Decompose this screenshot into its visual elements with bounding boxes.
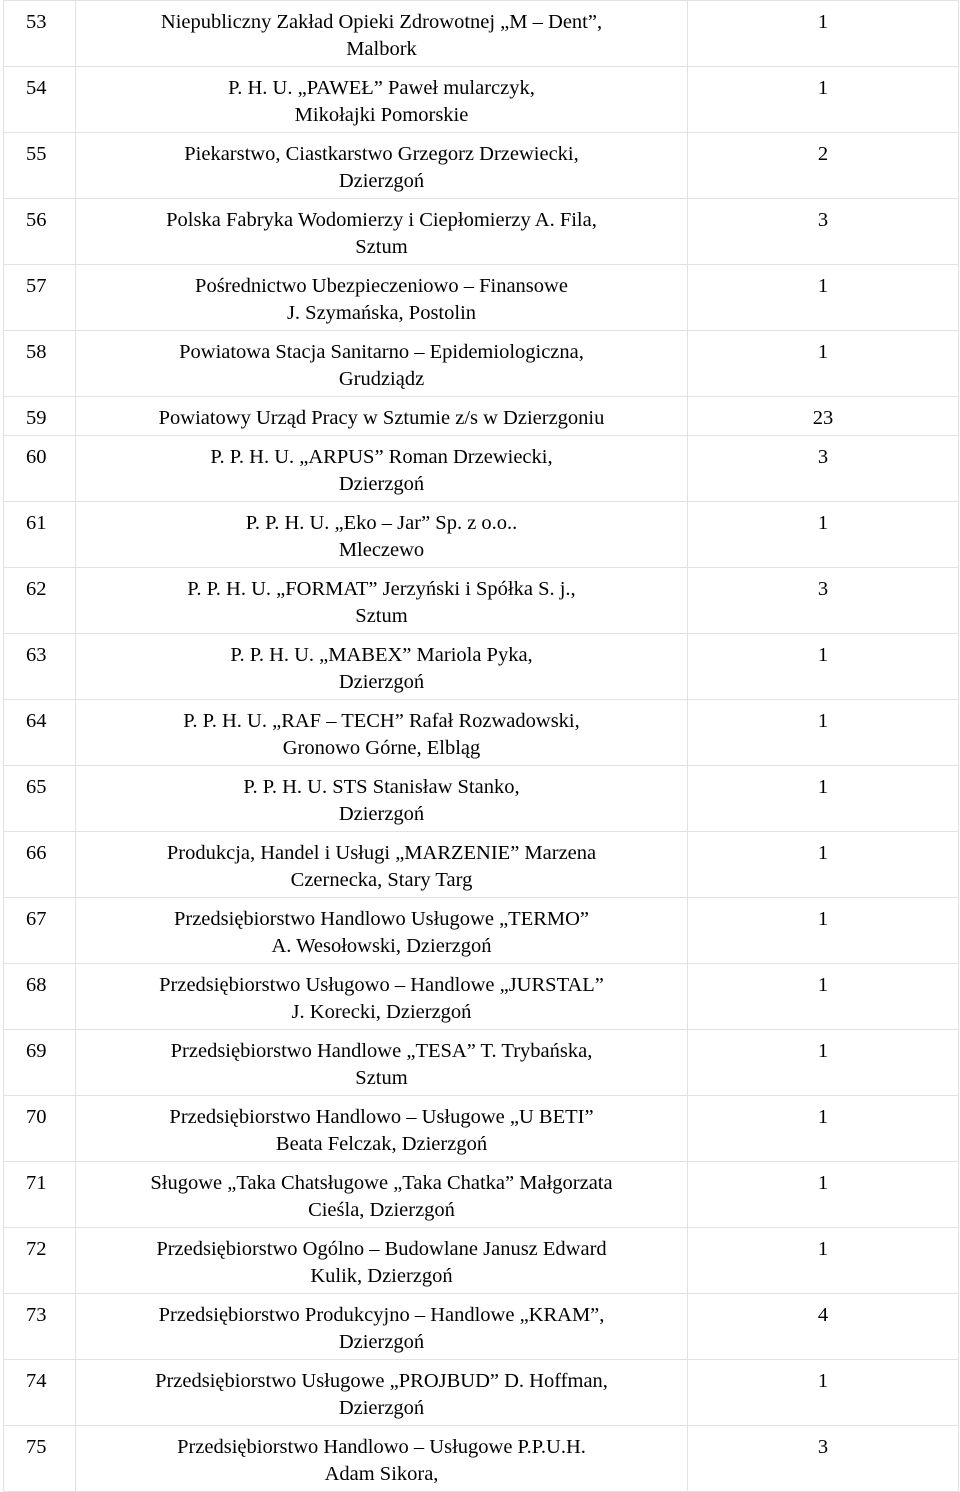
employer-name-line: Grudziądz [338, 367, 425, 390]
employee-count: 1 [688, 1096, 959, 1162]
employer-name-line: Dzierzgoń [338, 1396, 425, 1419]
employer-name [76, 199, 688, 265]
employer-name-line: Przedsiębiorstwo Handlowo – Usługowe P.P.U.H. [177, 1436, 586, 1458]
row-number: 70 [4, 1096, 76, 1162]
employer-name-line: Beata Felczak, Dzierzgoń [275, 1132, 488, 1155]
employer-name [76, 1426, 688, 1492]
employee-count: 1 [688, 634, 959, 700]
employee-count: 1 [688, 964, 959, 1030]
employer-name-line: Mikołajki Pomorskie [294, 103, 469, 126]
employer-name-line: Czernecka, Stary Targ [290, 868, 473, 891]
table-row [4, 133, 959, 199]
table-row [4, 1228, 959, 1294]
employer-name [76, 67, 688, 133]
employer-name [76, 265, 688, 331]
row-number: 59 [4, 397, 76, 436]
employer-name-line: Sztum [355, 1066, 408, 1089]
employer-name-line: P. P. H. U. „Eko – Jar” Sp. z o.o.. [245, 512, 518, 534]
employee-count: 3 [688, 568, 959, 634]
table-row [4, 964, 959, 1030]
employer-name [76, 1162, 688, 1228]
employer-name-line: Przedsiębiorstwo Produkcyjno – Handlowe „KRAM”, [158, 1304, 605, 1326]
row-number: 69 [4, 1030, 76, 1096]
employer-name [76, 568, 688, 634]
employer-name-line: P. P. H. U. STS Stanisław Stanko, [243, 776, 520, 798]
table-row [4, 568, 959, 634]
employee-count: 1 [688, 1228, 959, 1294]
employer-name-line: Piekarstwo, Ciastkarstwo Grzegorz Drzewiecki, [184, 143, 579, 165]
employer-name [76, 700, 688, 766]
row-number: 60 [4, 436, 76, 502]
row-number: 57 [4, 265, 76, 331]
employer-name-line: Cieśla, Dzierzgoń [308, 1198, 455, 1221]
row-number: 54 [4, 67, 76, 133]
employer-name-line: Dzierzgoń [338, 169, 425, 192]
employer-name-line: Przedsiębiorstwo Handlowo – Usługowe „U BETI” [169, 1106, 594, 1128]
employer-table-body [4, 1, 959, 1492]
employee-count: 1 [688, 832, 959, 898]
employer-name [76, 634, 688, 700]
employer-name-line: P. P. H. U. „RAF – TECH” Rafał Rozwadowski, [183, 710, 580, 732]
employer-name-line: Sztum [355, 604, 408, 627]
employer-name [76, 133, 688, 199]
row-number: 56 [4, 199, 76, 265]
employee-count: 1 [688, 1360, 959, 1426]
employee-count: 1 [688, 1030, 959, 1096]
employer-name [76, 1096, 688, 1162]
row-number: 58 [4, 331, 76, 397]
table-row [4, 1030, 959, 1096]
employee-count: 1 [688, 502, 959, 568]
row-number: 66 [4, 832, 76, 898]
employer-name-line: P. P. H. U. „FORMAT” Jerzyński i Spółka S. j., [187, 578, 576, 600]
employer-name-line: Przedsiębiorstwo Handlowo Usługowe „TERMO” [173, 908, 590, 930]
employer-name [76, 1, 688, 67]
employer-name-line: Dzierzgoń [338, 802, 425, 825]
employee-count: 4 [688, 1294, 959, 1360]
row-number: 62 [4, 568, 76, 634]
employer-name-line: Adam Sikora, [324, 1462, 439, 1485]
employer-table [3, 0, 959, 1492]
employer-name-line: Mleczewo [338, 538, 425, 561]
employer-name-line: Kulik, Dzierzgoń [310, 1264, 453, 1287]
employer-name [76, 1360, 688, 1426]
table-row [4, 898, 959, 964]
employee-count: 1 [688, 1162, 959, 1228]
table-row [4, 1162, 959, 1228]
employee-count: 23 [688, 397, 959, 436]
row-number: 71 [4, 1162, 76, 1228]
table-row [4, 832, 959, 898]
employee-count: 3 [688, 199, 959, 265]
employer-name-line: Przedsiębiorstwo Handlowe „TESA” T. Trybańska, [170, 1040, 593, 1062]
employer-name-line: Gronowo Górne, Elbląg [282, 736, 481, 759]
employer-name-line: Dzierzgoń [338, 1330, 425, 1353]
employee-count: 1 [688, 700, 959, 766]
employer-name-line: Malbork [346, 37, 417, 60]
row-number: 68 [4, 964, 76, 1030]
employer-name-line: Niepubliczny Zakład Opieki Zdrowotnej „M – Dent”, [160, 11, 603, 33]
employee-count: 1 [688, 766, 959, 832]
employer-name [76, 397, 688, 436]
employer-name-line: A. Wesołowski, Dzierzgoń [271, 934, 492, 957]
table-row [4, 766, 959, 832]
employer-name-line: Przedsiębiorstwo Usługowo – Handlowe „JURSTAL” [159, 974, 604, 996]
employee-count: 2 [688, 133, 959, 199]
row-number: 65 [4, 766, 76, 832]
employer-name-line: Dzierzgoń [338, 472, 425, 495]
employee-count: 1 [688, 265, 959, 331]
table-row [4, 436, 959, 502]
employer-name [76, 1228, 688, 1294]
row-number: 63 [4, 634, 76, 700]
employer-name [76, 766, 688, 832]
employer-name [76, 832, 688, 898]
employer-name [76, 502, 688, 568]
employee-count: 3 [688, 1426, 959, 1492]
row-number: 64 [4, 700, 76, 766]
table-row [4, 1096, 959, 1162]
table-row [4, 634, 959, 700]
employer-name-line: Produkcja, Handel i Usługi „MARZENIE” Marzena [166, 842, 597, 864]
row-number: 67 [4, 898, 76, 964]
employer-name [76, 1294, 688, 1360]
row-number: 72 [4, 1228, 76, 1294]
employee-count: 3 [688, 436, 959, 502]
table-row [4, 502, 959, 568]
table-row [4, 265, 959, 331]
employee-count: 1 [688, 898, 959, 964]
table-row [4, 1426, 959, 1492]
employee-count: 1 [688, 1, 959, 67]
table-row [4, 199, 959, 265]
employer-name-line: J. Szymańska, Postolin [286, 301, 477, 324]
table-row [4, 331, 959, 397]
row-number: 74 [4, 1360, 76, 1426]
employer-name [76, 898, 688, 964]
employer-name-line: Przedsiębiorstwo Ogólno – Budowlane Janusz Edward [156, 1238, 607, 1260]
employee-count: 1 [688, 331, 959, 397]
employer-name-line: Powiatowy Urząd Pracy w Sztumie z/s w Dzierzgoniu [158, 407, 605, 429]
employer-name-line: Sługowe „Taka Chatsługowe „Taka Chatka” Małgorzata [150, 1172, 613, 1194]
row-number: 55 [4, 133, 76, 199]
employer-name [76, 331, 688, 397]
employer-name-line: Polska Fabryka Wodomierzy i Ciepłomierzy A. Fila, [166, 209, 597, 231]
employer-name-line: Pośrednictwo Ubezpieczeniowo – Finansowe [195, 275, 568, 297]
table-row [4, 67, 959, 133]
employee-count: 1 [688, 67, 959, 133]
employer-name-line: P. P. H. U. „ARPUS” Roman Drzewiecki, [210, 446, 553, 468]
row-number: 75 [4, 1426, 76, 1492]
employer-name-line: J. Korecki, Dzierzgoń [291, 1000, 472, 1023]
employer-name-line: Przedsiębiorstwo Usługowe „PROJBUD” D. Hoffman, [155, 1370, 608, 1392]
table-row [4, 700, 959, 766]
employer-name-line: Powiatowa Stacja Sanitarno – Epidemiologiczna, [179, 341, 584, 363]
row-number: 73 [4, 1294, 76, 1360]
table-row [4, 1294, 959, 1360]
employer-name [76, 436, 688, 502]
employer-name-line: Sztum [355, 235, 408, 258]
employer-name [76, 1030, 688, 1096]
employer-name [76, 964, 688, 1030]
table-row [4, 397, 959, 436]
table-row [4, 1, 959, 67]
employer-name-line: Dzierzgoń [338, 670, 425, 693]
row-number: 61 [4, 502, 76, 568]
employer-name-line: P. H. U. „PAWEŁ” Paweł mularczyk, [228, 77, 535, 99]
employer-name-line: P. P. H. U. „MABEX” Mariola Pyka, [230, 644, 533, 666]
table-row [4, 1360, 959, 1426]
row-number: 53 [4, 1, 76, 67]
